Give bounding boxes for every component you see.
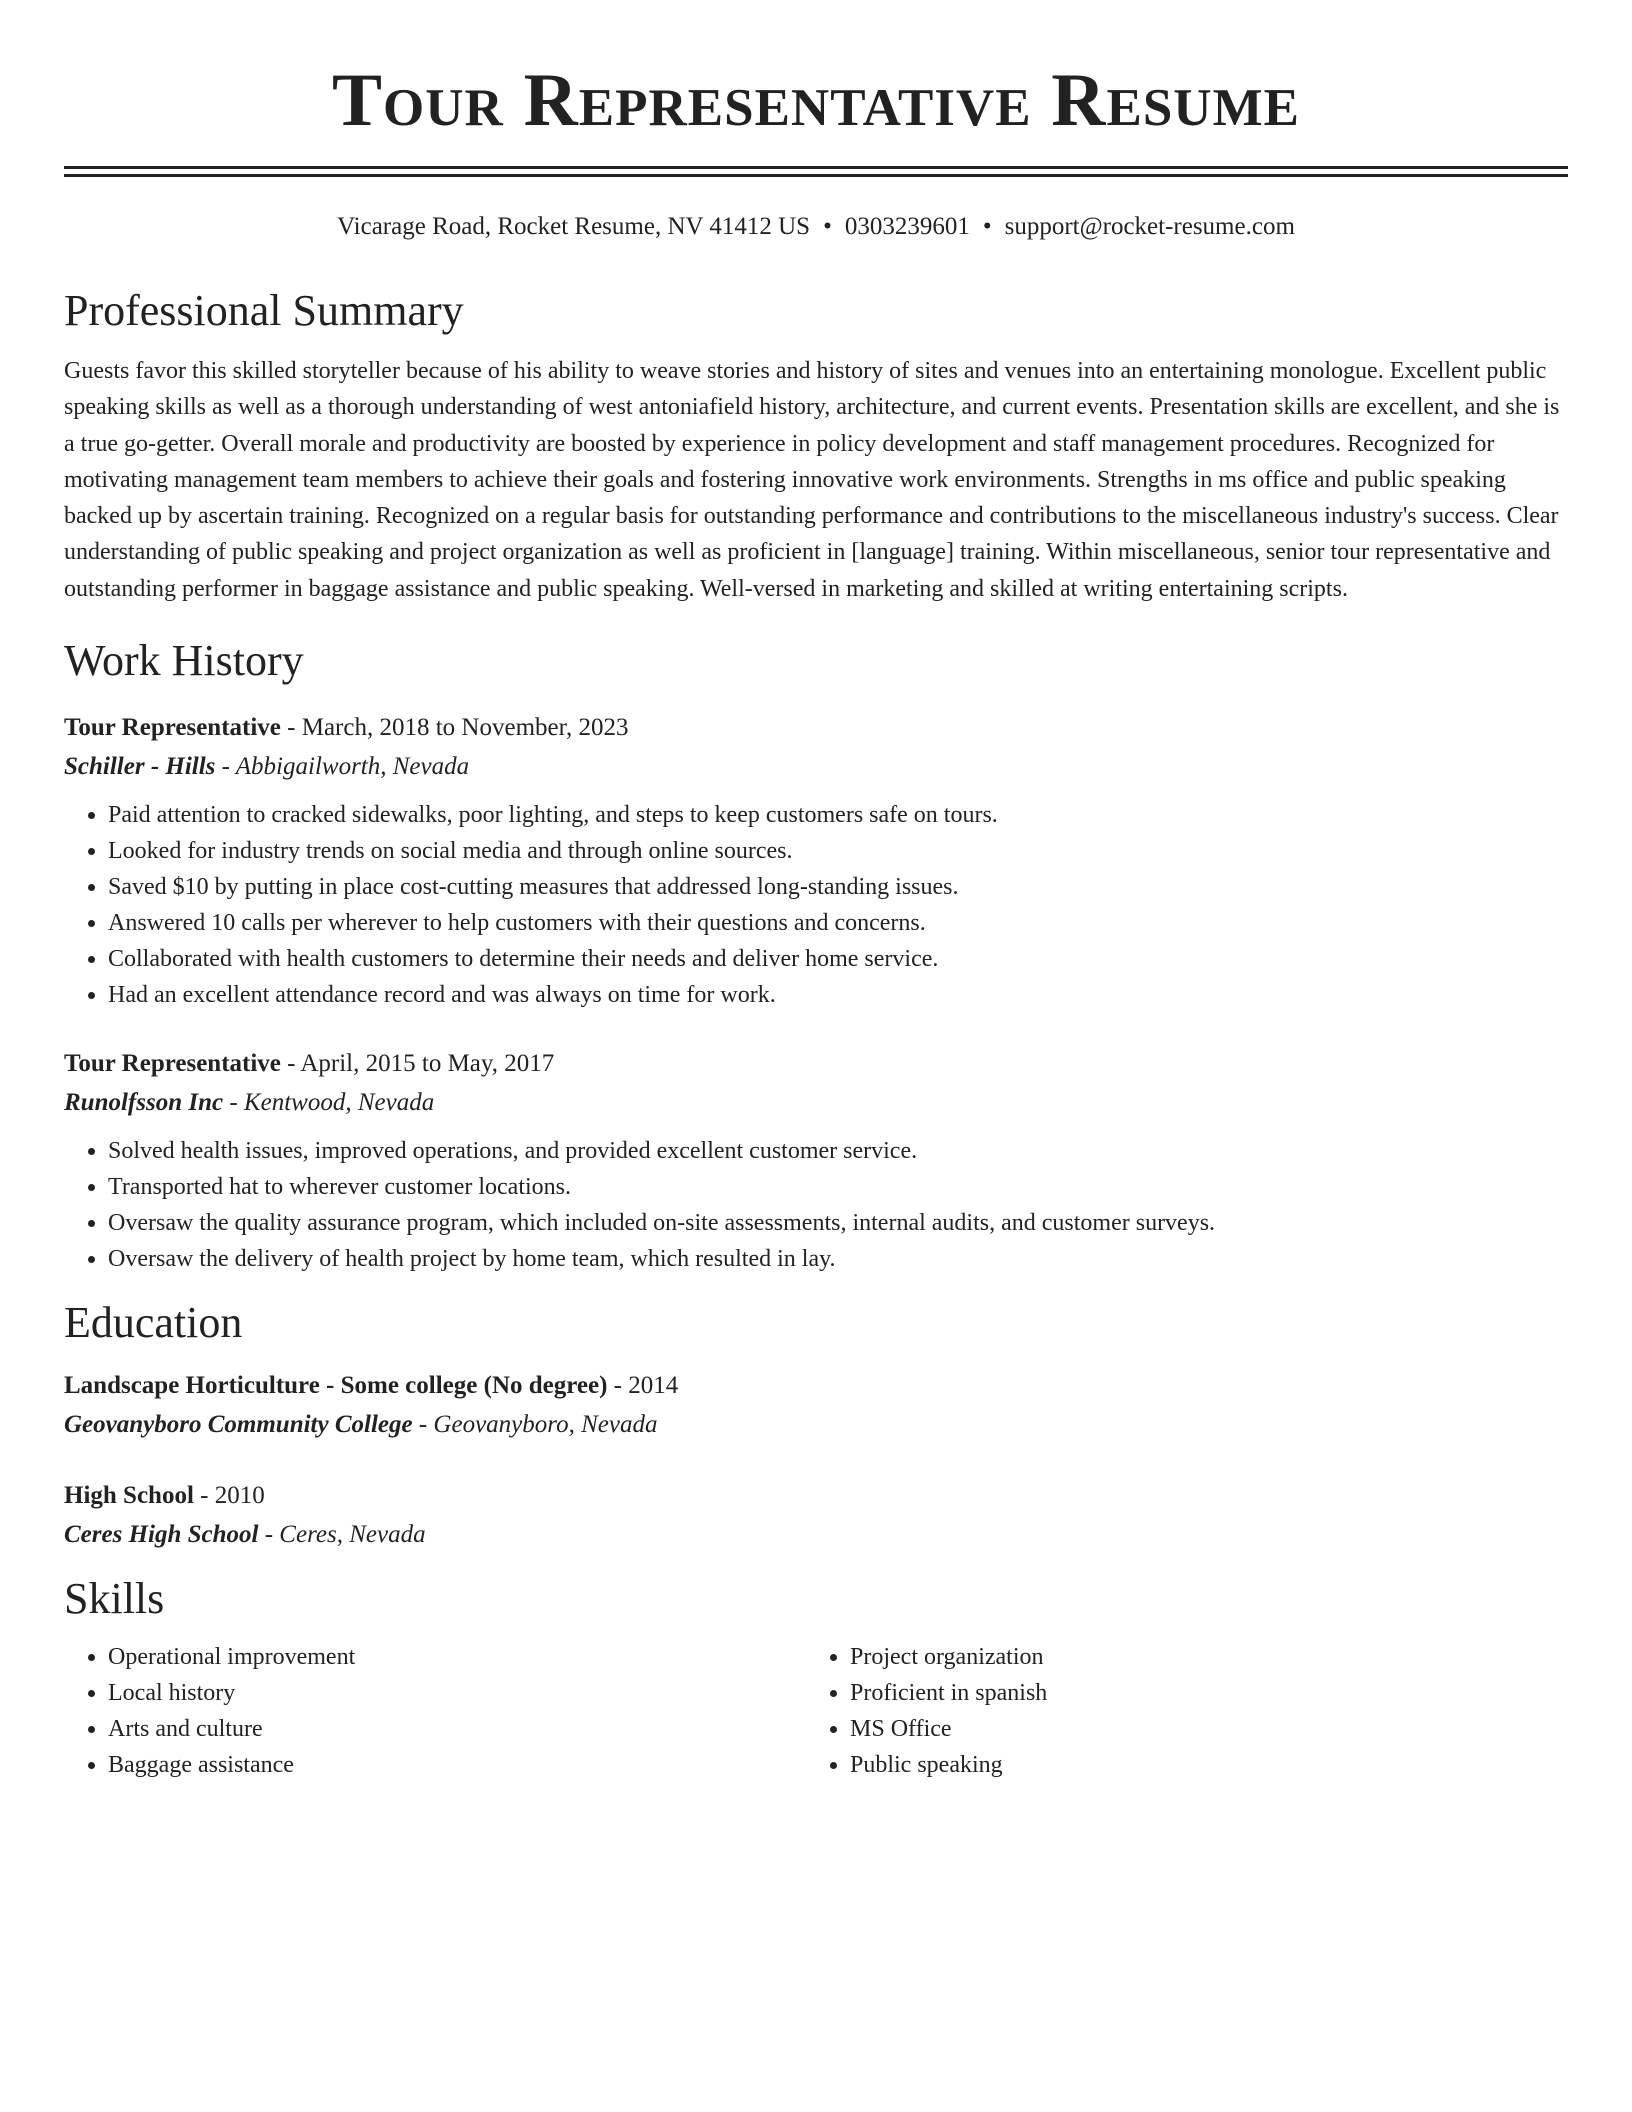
skill-item: • Baggage assistance	[108, 1747, 806, 1783]
job-bullet: • Transported hat to wherever customer locations.	[108, 1169, 1568, 1205]
job-dates: - April, 2015 to May, 2017	[287, 1050, 555, 1078]
job-bullets	[64, 1133, 1568, 1277]
skill-item: • Arts and culture	[108, 1711, 806, 1747]
job-location: - Kentwood, Nevada	[229, 1089, 435, 1117]
skills-list-left	[64, 1639, 806, 1783]
skills-grid	[64, 1639, 1568, 1783]
title-double-rule	[64, 166, 1568, 177]
education-school: Geovanyboro Community College	[64, 1411, 413, 1439]
education-degree: Landscape Horticulture - Some college (No degree)	[64, 1372, 608, 1400]
job-bullet: • Collaborated with health customers to determine their needs and deliver home service.	[108, 941, 1568, 977]
job-bullet: • Looked for industry trends on social media and through online sources.	[108, 833, 1568, 869]
job-title-line	[64, 1045, 1568, 1083]
contact-separator: •	[823, 213, 832, 240]
skill-item: • Proficient in spanish	[850, 1675, 1548, 1711]
skills-heading: Skills	[64, 1574, 165, 1624]
contact-email: support@rocket-resume.com	[1004, 213, 1295, 240]
skills-list-right	[806, 1639, 1548, 1783]
contact-address: Vicarage Road, Rocket Resume, NV 41412 US	[337, 213, 811, 240]
education-year: - 2014	[613, 1372, 679, 1400]
job-bullet: • Had an excellent attendance record and was always on time for work.	[108, 977, 1568, 1013]
job-location: - Abbigailworth, Nevada	[221, 753, 470, 781]
education-location: - Geovanyboro, Nevada	[418, 1411, 658, 1439]
job-company-line	[64, 747, 1568, 787]
job-bullet: • Answered 10 calls per wherever to help customers with their questions and concerns.	[108, 905, 1568, 941]
skill-item: • Local history	[108, 1675, 806, 1711]
job-bullet: • Solved health issues, improved operations, and provided excellent customer service.	[108, 1133, 1568, 1169]
job-bullet: • Paid attention to cracked sidewalks, poor lighting, and steps to keep customers safe on tours.	[108, 797, 1568, 833]
education-entry	[64, 1367, 1568, 1445]
job-bullet: • Oversaw the quality assurance program, which included on-site assessments, internal audits, and customer surveys.	[108, 1205, 1568, 1241]
work-history-heading: Work History	[64, 636, 304, 686]
job-bullet: • Oversaw the delivery of health project by home team, which resulted in lay.	[108, 1241, 1568, 1277]
summary-text: Guests favor this skilled storyteller because of his ability to weave stories and history of sites and venues into an entertaining monologue. Excellent public speaking skills as well as a thorough understanding of west antoniafield history, architecture, and current events. Presentation skills are excellent, and she is a true go-getter. Overall morale and productivity are boosted by experience in policy development and staff management procedures. Recognized for motivating management team members to achieve their goals and fostering innovative work environments. Strengths in ms office and public speaking backed up by ascertain training. Recognized on a regular basis for outstanding performance and contributions to the miscellaneous industry's success. Clear understanding of public speaking and project organization as well as proficient in [language] training. Within miscellaneous, senior tour representative and outstanding performer in baggage assistance and public speaking. Well-versed in marketing and skilled at writing entertaining scripts.	[64, 358, 1560, 602]
job-bullet: • Saved $10 by putting in place cost-cutting measures that addressed long-standing issues.	[108, 869, 1568, 905]
education-entry	[64, 1477, 1568, 1555]
job-title: Tour Representative	[64, 1050, 281, 1078]
education-school-line	[64, 1405, 1568, 1445]
education-school: Ceres High School	[64, 1521, 259, 1549]
education-degree: High School	[64, 1482, 194, 1510]
skill-item: • Public speaking	[850, 1747, 1548, 1783]
job-title: Tour Representative	[64, 714, 281, 742]
contact-separator: •	[982, 213, 992, 240]
job-company-line	[64, 1083, 1568, 1123]
skill-item: • Project organization	[850, 1639, 1548, 1675]
job-title-line	[64, 709, 1568, 747]
education-year: - 2010	[200, 1482, 265, 1510]
job-entry	[64, 709, 1568, 1013]
education-degree-line	[64, 1367, 1568, 1405]
job-company: Schiller - Hills	[64, 753, 216, 781]
contact-phone: 0303239601	[844, 213, 970, 240]
job-bullets	[64, 797, 1568, 1013]
skill-item: • MS Office	[850, 1711, 1548, 1747]
education-school-line	[64, 1515, 1568, 1555]
job-company: Runolfsson Inc	[64, 1089, 224, 1117]
education-location: - Ceres, Nevada	[264, 1521, 426, 1549]
job-dates: - March, 2018 to November, 2023	[287, 714, 629, 742]
summary-heading: Professional Summary	[64, 286, 464, 335]
resume-title: Tour Representative Resume	[332, 59, 1300, 142]
job-entry	[64, 1045, 1568, 1277]
education-degree-line	[64, 1477, 1568, 1515]
skill-item: • Operational improvement	[108, 1639, 806, 1675]
contact-line	[64, 211, 1568, 243]
education-heading: Education	[64, 1298, 243, 1348]
